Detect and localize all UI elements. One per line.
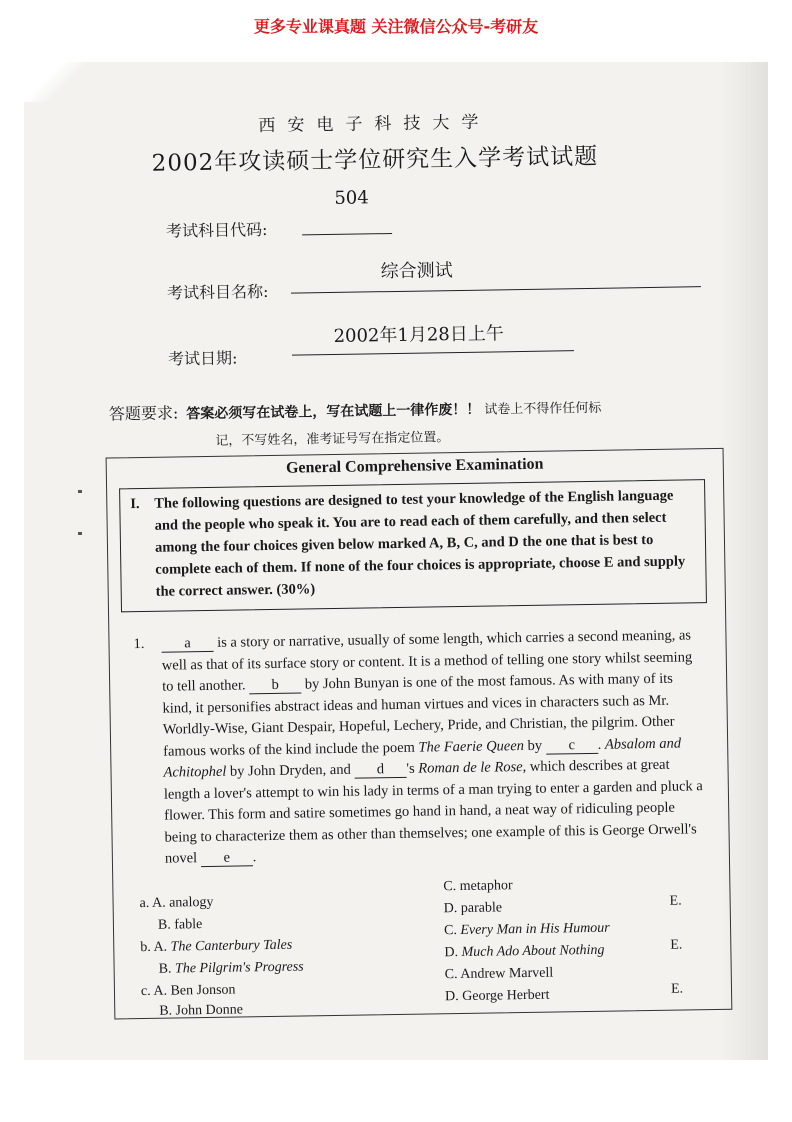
exam-box	[106, 448, 733, 1020]
code-underline	[302, 233, 392, 235]
option-b-B	[159, 959, 304, 977]
exam-sheet	[74, 92, 738, 1022]
requirements-text: 答案必须写在试卷上，写在试题上一律作废！！	[186, 401, 481, 423]
question-text-part: by John Bunyan is one of the most famous. As with many of its kind, it personifies abstract ideas and human virtues and vices in characters such as Mr. Worldly-Wise, Giant Despair, Hopeful, Lechery, Pride, and Christian, the pilgrim. Other famous works of the kind include the poem	[162, 670, 675, 760]
option-c-B: B. John Donne	[159, 1002, 244, 1019]
option-b-D	[444, 943, 604, 962]
code-value: 504	[334, 187, 369, 209]
requirements-line2: 记，不写姓名，准考证号写在指定位置。	[215, 430, 450, 449]
promo-banner: 更多专业课真题 关注微信公众号-考研友	[253, 17, 539, 36]
subject-row	[167, 279, 269, 304]
question-text-part: .	[597, 736, 606, 753]
subject-label: 考试科目名称:	[166, 281, 269, 303]
requirements-label: 答题要求:	[108, 403, 179, 424]
date-row	[168, 345, 238, 369]
code-row	[166, 217, 268, 242]
option-c-C: C. Andrew Marvell	[444, 965, 554, 983]
section-number: I.	[130, 496, 140, 513]
option-a-C: C. metaphor	[443, 878, 513, 895]
option-c-A: c. A. Ben Jonson	[140, 982, 236, 1000]
work-title: Absalom and Achitophel	[163, 735, 682, 781]
work-title: The Faerie Queen	[418, 737, 525, 756]
blank-b: b	[249, 677, 301, 695]
folded-corner	[24, 62, 94, 102]
blank-c: c	[546, 736, 598, 754]
option-b-B-title: The Pilgrim's Progress	[174, 959, 304, 977]
option-b-C-title: Every Man in His Humour	[460, 920, 610, 939]
option-a-D: D. parable	[443, 900, 503, 917]
subject-underline	[291, 286, 701, 293]
option-b-C	[444, 921, 610, 940]
option-c-D: D. George Herbert	[444, 987, 550, 1005]
blank-e: e	[201, 849, 253, 867]
date-label: 考试日期:	[167, 348, 238, 369]
exam-title-en: General Comprehensive Examination	[285, 455, 544, 477]
question-text-part: , which describes at great length a lover's attempt to win his lady in terms of a man trying to enter a garden and pluck a flower. This form and satire sometimes go hand in hand, a neat way of ridiculing people being to characterize them as other than themselves; one example of this is George Orwell's novel	[163, 756, 703, 867]
exam-title-cn: 2002年攻读硕士学位研究生入学考试试题	[151, 143, 599, 177]
option-a-A: a. A. analogy	[139, 894, 214, 912]
question-text-part: by John Dryden, and	[226, 761, 355, 780]
requirements-line1	[109, 394, 602, 425]
code-label: 考试科目代码:	[165, 219, 268, 241]
option-b-A	[140, 938, 292, 956]
option-a-B: B. fable	[157, 917, 203, 933]
option-prefix: D.	[444, 945, 462, 961]
option-c-E: E.	[670, 981, 684, 997]
question-text-part: is a story or narrative, usually of some length, which carries a second meaning, as well as that of its surface story or content. It is a method of telling one story whilst seeming to tell another.	[161, 627, 693, 695]
question-text-part: 's	[406, 760, 419, 777]
blank-a: a	[161, 635, 213, 653]
section-text: The following questions are designed to test your knowledge of the English language and the people who speak it. You are to read each of them carefully, and then select among the four choices given below marked A, B, C, and D the one that is best to complete each of them. If none of the four choices is appropriate, choose E and supply the correct answer. (30%)	[154, 487, 686, 600]
question-text-part: .	[252, 849, 257, 866]
question-number: 1.	[133, 635, 145, 653]
question-text-part: by	[523, 737, 546, 754]
question-text	[161, 625, 705, 870]
scanned-exam-page	[24, 62, 768, 1060]
option-b-A-title: The Canterbury Tales	[170, 937, 293, 955]
option-prefix: B.	[158, 961, 176, 977]
subject-value: 综合测试	[380, 260, 453, 283]
date-underline	[292, 350, 574, 355]
option-b-E: E.	[670, 937, 683, 953]
question-1	[133, 625, 703, 867]
option-b-D-title: Much Ado About Nothing	[461, 942, 605, 961]
option-a-E: E.	[669, 893, 682, 909]
option-prefix: b. A.	[140, 939, 171, 956]
work-title: Roman de le Rose	[418, 759, 523, 777]
option-prefix: C.	[443, 923, 461, 939]
section-instructions	[119, 479, 707, 612]
requirements-tail: 试卷上不得作任何标	[484, 400, 602, 418]
university-name: 西安电子科技大学	[258, 112, 491, 137]
date-value: 2002年1月28日上午	[333, 323, 504, 347]
blank-d: d	[354, 761, 406, 779]
